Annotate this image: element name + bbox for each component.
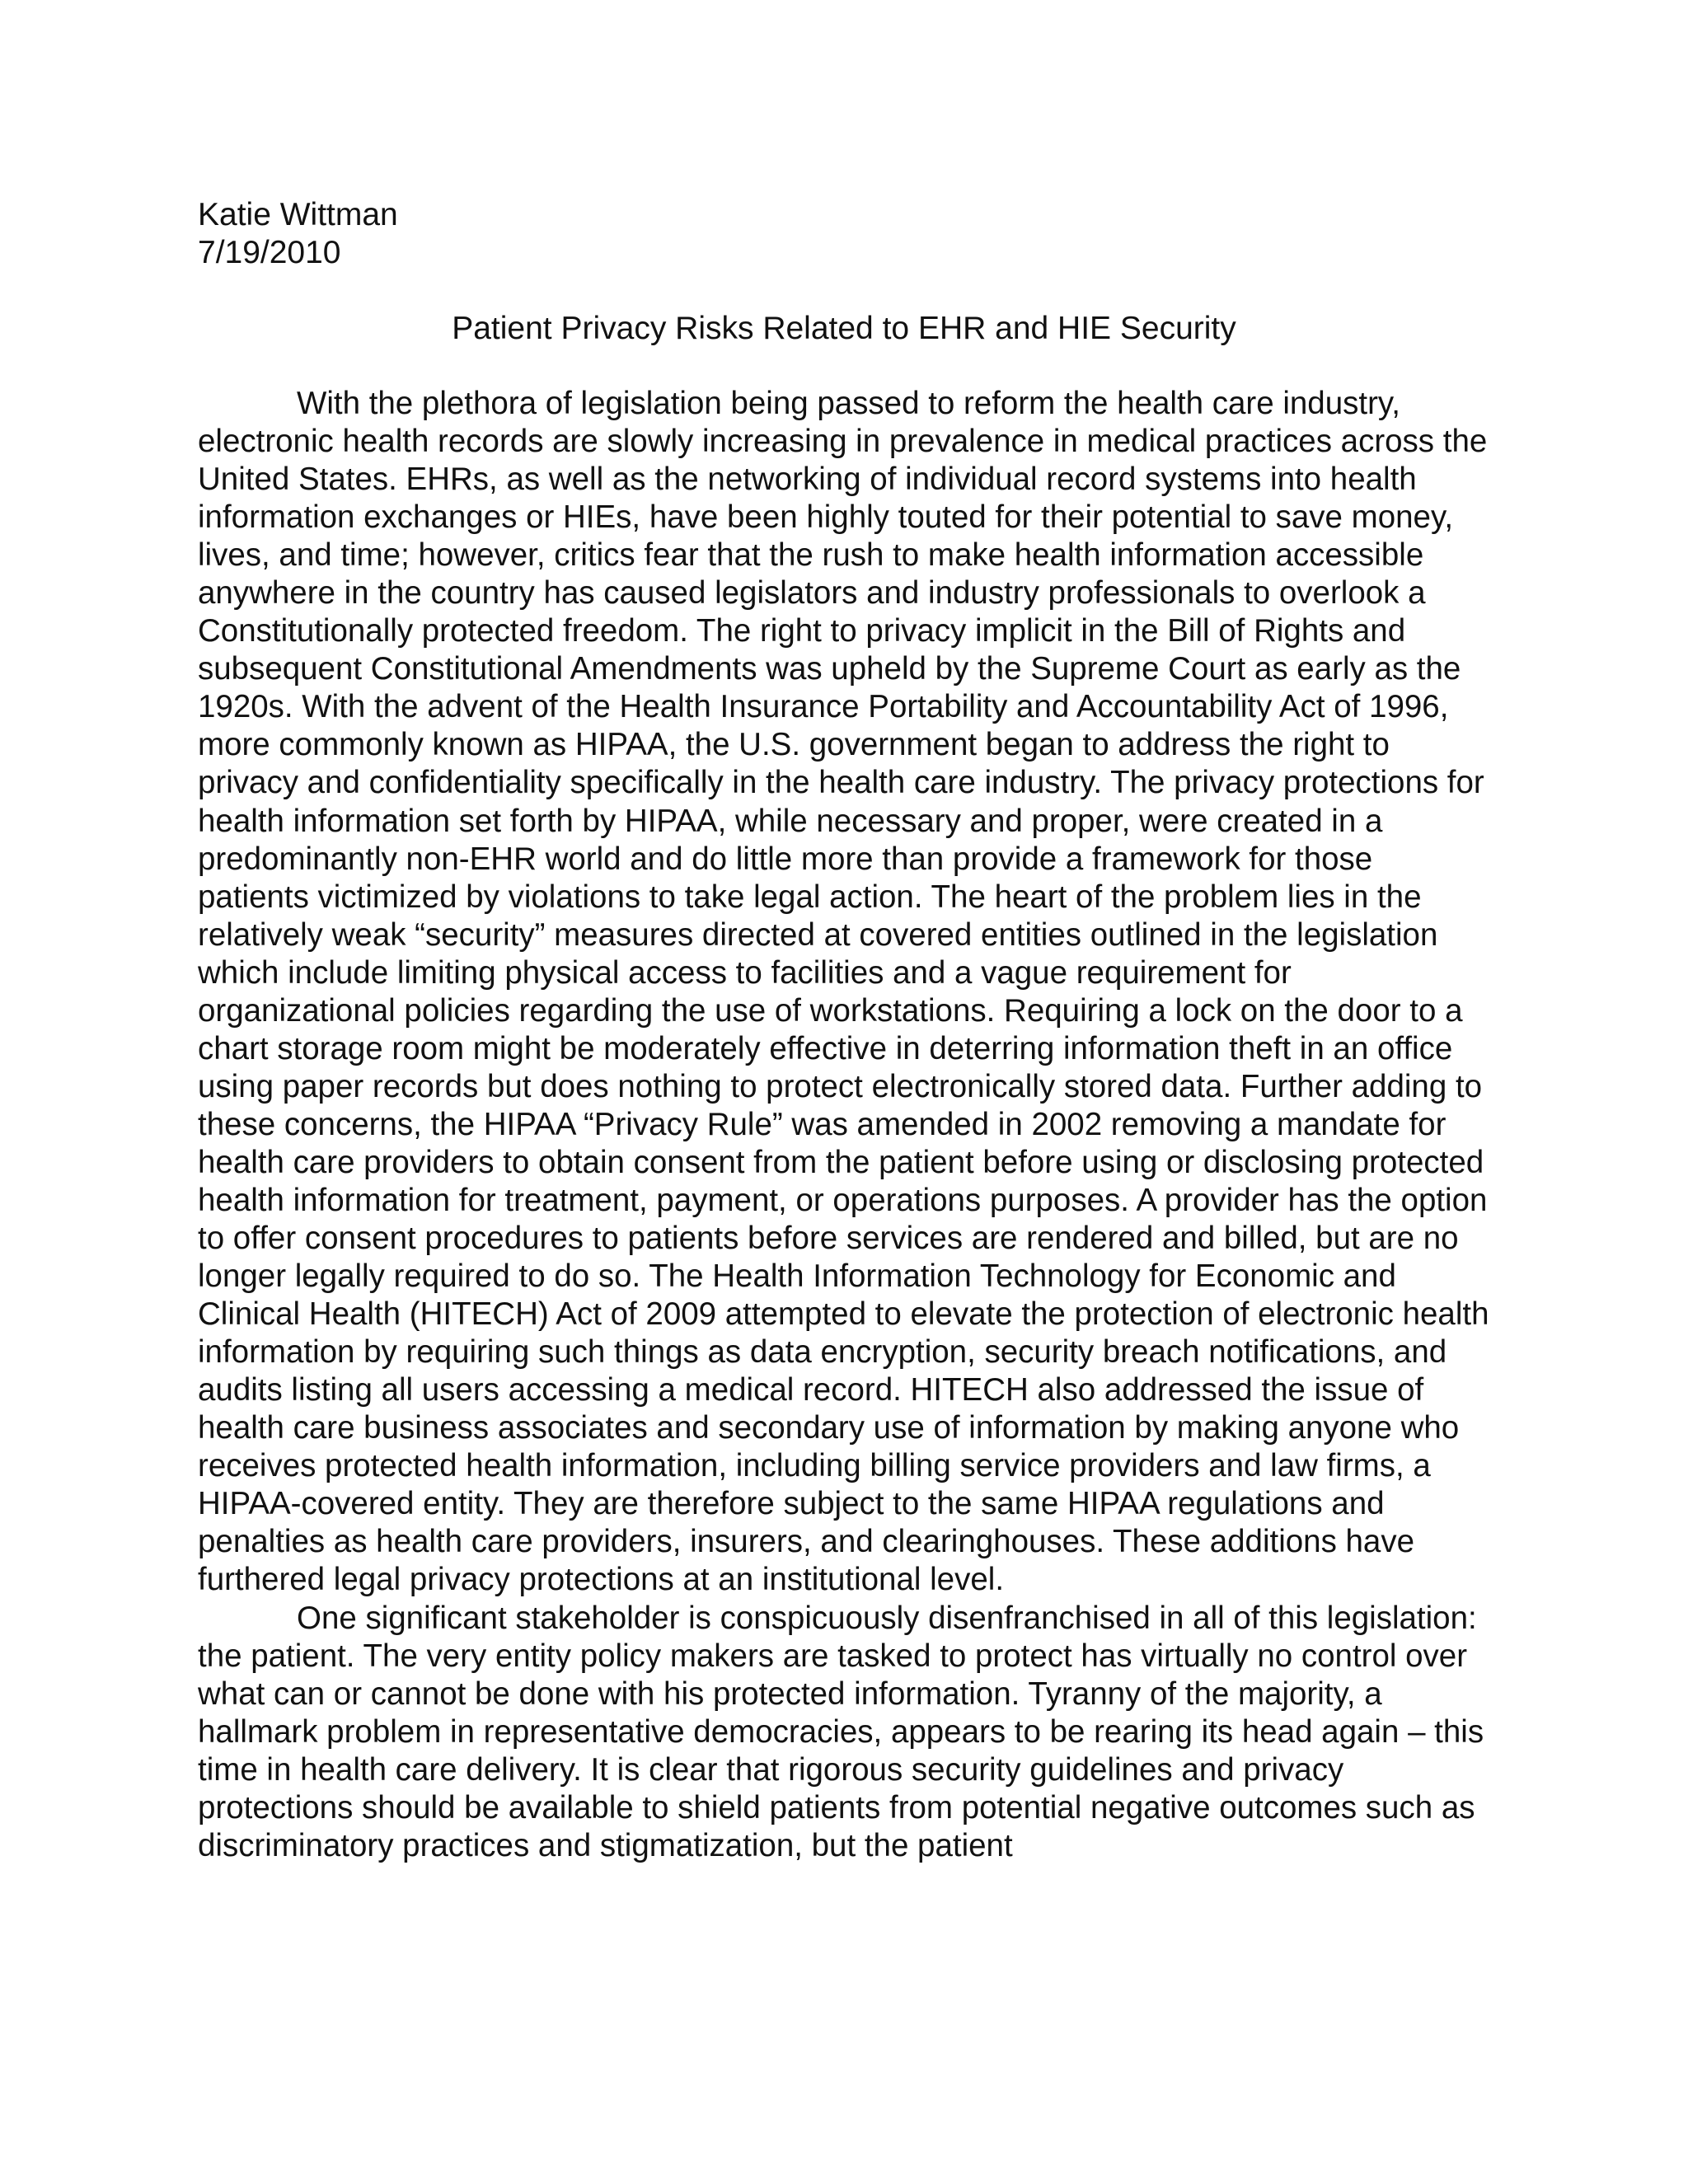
paragraph-1: With the plethora of legislation being passed to reform the health care industry, electronic health records are slowly increasing in prevalence in medical practices across the United States. EHRs, as well as the networking of individual record systems into health information exchanges or HIEs, have been highly touted for their potential to save money, lives, and time; however, critics fear that the rush to make health information accessible anywhere in the country has caused legislators and industry professionals to overlook a Constitutionally protected freedom. The right to privacy implicit in the Bill of Rights and subsequent Constitutional Amendments was upheld by the Supreme Court as early as the 1920s. With the advent of the Health Insurance Portability and Accountability Act of 1996, more commonly known as HIPAA, the U.S. government began to address the right to privacy and confidentiality specifically in the health care industry. The privacy protections for health information set forth by HIPAA, while necessary and proper, were created in a predominantly non-EHR world and do little more than provide a framework for those patients victimized by violations to take legal action. The heart of the problem lies in the relatively weak “security” measures directed at covered entities outlined in the legislation which include limiting physical access to facilities and a vague requirement for organizational policies regarding the use of workstations. Requiring a lock on the door to a chart storage room might be moderately effective in deterring information theft in an office using paper records but does nothing to protect electronically stored data. Further adding to these concerns, the HIPAA “Privacy Rule” was amended in 2002 removing a mandate for health care providers to obtain consent from the patient before using or disclosing protected health information for treatment, payment, or operations purposes. A provider has the option to offer consent procedures to patients before services are rendered and billed, but are no longer legally required to do so. The Health Information Technology for Economic and Clinical Health (HITECH) Act of 2009 attempted to elevate the protection of electronic health information by requiring such things as data encryption, security breach notifications, and audits listing all users accessing a medical record. HITECH also addressed the issue of health care business associates and secondary use of information by making anyone who receives protected health information, including billing service providers and law firms, a HIPAA-covered entity. They are therefore subject to the same HIPAA regulations and penalties as health care providers, insurers, and clearinghouses. These additions have furthered legal privacy protections at an institutional level.: [198, 386, 1489, 1598]
document-body: [198, 385, 1492, 1865]
document-date: 7/19/2010: [198, 235, 341, 270]
document-title: Patient Privacy Risks Related to EHR and HIE Security: [452, 311, 1236, 346]
author-name: Katie Wittman: [198, 197, 398, 232]
paragraph-2: One significant stakeholder is conspicuously disenfranchised in all of this legislation: the patient. The very entity policy makers are tasked to protect has virtually no control over what can or cannot be done with his protected information. Tyranny of the majority, a hallmark problem in representative democracies, appears to be rearing its head again – this time in health care delivery. It is clear that rigorous security guidelines and privacy protections should be available to shield patients from potential negative outcomes such as discriminatory practices and stigmatization, but the patient: [198, 1600, 1484, 1863]
